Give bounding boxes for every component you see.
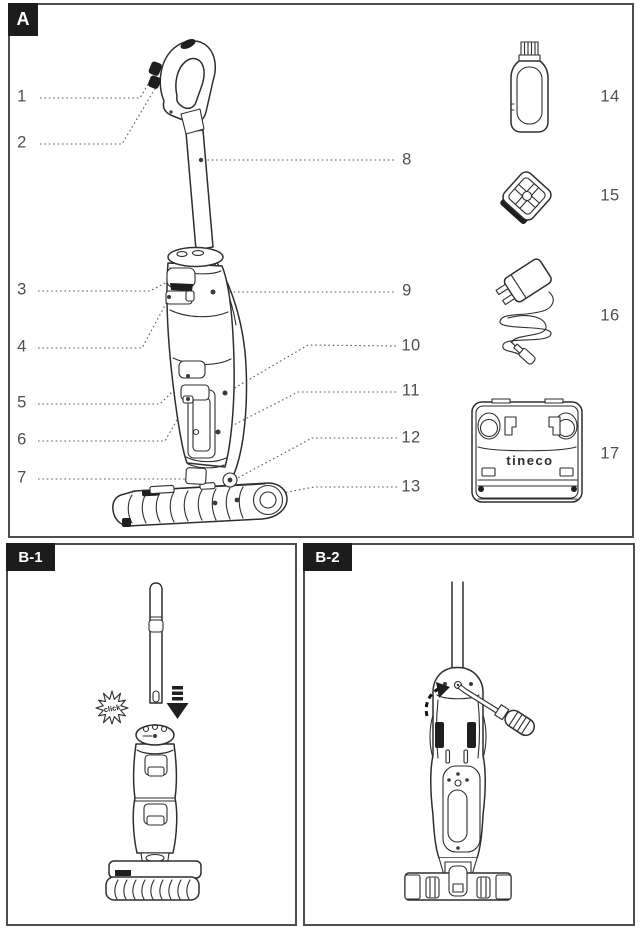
callout-13: 13 [401, 477, 421, 496]
callout-15: 15 [600, 186, 620, 205]
callout-5: 5 [17, 393, 27, 412]
callout-16: 16 [600, 306, 620, 325]
callout-4: 4 [17, 337, 27, 356]
click-label: click [103, 702, 122, 715]
panel-b1-label: B-1 [6, 543, 55, 571]
head-joint [186, 467, 207, 484]
roller-end-cap [254, 486, 283, 515]
panel-b2-label: B-2 [303, 543, 352, 571]
handle-pole [150, 583, 162, 703]
tineco-logo: tineco [506, 453, 554, 468]
vacuum-side-view [113, 37, 287, 527]
b1-artwork [96, 583, 201, 900]
filter [497, 169, 554, 226]
callout-11: 11 [401, 381, 421, 400]
callout-9: 9 [402, 281, 412, 300]
callout-3: 3 [17, 280, 27, 299]
callout-8: 8 [402, 150, 412, 169]
panel-a-label: A [8, 3, 38, 36]
power-button [147, 75, 162, 90]
callout-10: 10 [401, 336, 421, 355]
callout-7: 7 [17, 468, 27, 487]
vacuum-front-view [106, 725, 201, 901]
callout-14: 14 [600, 87, 620, 106]
callout-12: 12 [401, 428, 421, 447]
vacuum-back-view [405, 668, 511, 901]
power-adapter [493, 257, 553, 365]
callout-6: 6 [17, 430, 27, 449]
solution-bottle [511, 42, 548, 132]
latch-upper [179, 361, 205, 378]
callout-1: 1 [17, 87, 27, 106]
callout-2: 2 [17, 133, 27, 152]
callout-17: 17 [600, 444, 620, 463]
charging-base [472, 399, 582, 502]
click-starburst [96, 691, 128, 724]
insert-arrow [167, 686, 189, 719]
b2-artwork [405, 582, 537, 900]
